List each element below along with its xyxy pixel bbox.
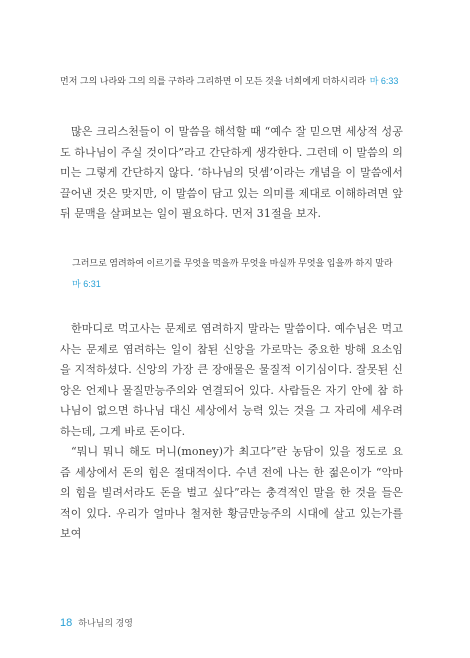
verse-quote-mt-6-33	[60, 74, 398, 87]
page-number: 18	[60, 617, 73, 629]
verse-reference: 마 6:31	[72, 279, 101, 289]
paragraph-text: 많은 크리스천들이 이 말씀을 해석할 때 “예수 잘 믿으면 세상적 성공도 하나님이 주실 것이다”라고 간단하게 생각한다. 그런데 이 말씀의 의미는 그렇게 간단하지 않다. ‘하나님의 덧셈’이라는 개념을 이 말씀에서 끌어낸 것은 맞지만, 이 말씀이 담고 있는 의미를 제대로 이해하려면 앞뒤 문맥을 살펴보는 일이 필요하다. 먼저 31절을 보자.	[60, 125, 403, 220]
verse-quote-mt-6-31	[72, 256, 393, 269]
page-footer	[60, 616, 133, 629]
body-paragraph-2	[60, 319, 403, 442]
verse-text: 그러므로 염려하여 이르기를 무엇을 먹을까 무엇을 마실까 무엇을 입을까 하지 말라	[72, 258, 393, 268]
verse-reference: 마 6:33	[369, 76, 399, 86]
paragraph-text: 한마디로 먹고사는 문제로 염려하지 말라는 말씀이다. 예수님은 먹고사는 문제로 염려하는 일이 참된 신앙을 가로막는 중요한 방해 요소임을 지적하셨다. 신앙의 가장 큰 장애물은 물질적 이기심이다. 잘못된 신앙은 언제나 물질만능주의와 연결되어 있다. 사람들은 자기 안에 참 하나님이 없으면 하나님 대신 세상에서 능력 있는 것을 그 자리에 세우려 하는데, 그게 바로 돈이다.	[60, 322, 403, 438]
verse-text: 먼저 그의 나라와 그의 의를 구하라 그리하면 이 모든 것을 너희에게 더하시리라	[60, 76, 366, 86]
paragraph-text: “뭐니 뭐니 해도 머니(money)가 최고다”란 농담이 있을 정도로 요즘 세상에서 돈의 힘은 절대적이다. 수년 전에 나는 한 젊은이가 “악마의 힘을 빌려서라도 돈을 벌고 싶다”라는 충격적인 말을 한 것을 들은 적이 있다. 우리가 얼마나 철저한 황금만능주의 시대에 살고 있는가를 보여	[60, 445, 403, 540]
body-paragraph-1	[60, 122, 403, 225]
running-title: 하나님의 경영	[78, 618, 133, 628]
body-paragraph-3	[60, 442, 403, 545]
